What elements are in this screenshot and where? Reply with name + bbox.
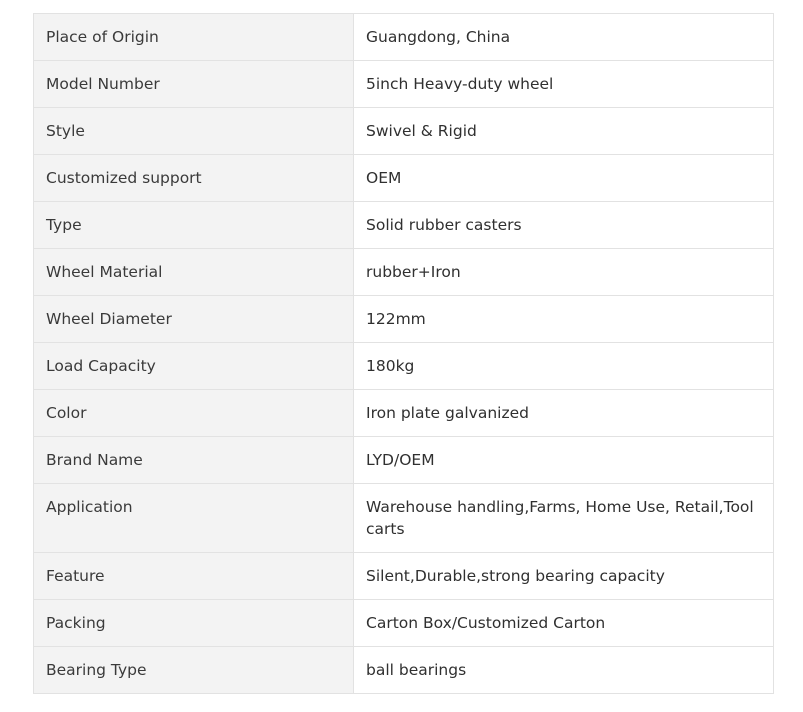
specifications-table [33,13,774,694]
spec-value: 5inch Heavy-duty wheel [354,61,774,108]
spec-label: Model Number [34,61,354,108]
spec-label: Type [34,202,354,249]
spec-value: rubber+Iron [354,249,774,296]
spec-value: Guangdong, China [354,14,774,61]
table-row [34,296,774,343]
table-row [34,155,774,202]
spec-label: Style [34,108,354,155]
spec-label: Wheel Material [34,249,354,296]
spec-value: Carton Box/Customized Carton [354,600,774,647]
table-row [34,600,774,647]
specifications-table-body [34,14,774,694]
spec-label: Customized support [34,155,354,202]
spec-value: 180kg [354,343,774,390]
table-row [34,249,774,296]
spec-value: LYD/OEM [354,437,774,484]
spec-label: Bearing Type [34,647,354,694]
table-row [34,484,774,553]
table-row [34,343,774,390]
spec-value: OEM [354,155,774,202]
spec-label: Feature [34,553,354,600]
table-row [34,390,774,437]
spec-value: Iron plate galvanized [354,390,774,437]
spec-value: Swivel & Rigid [354,108,774,155]
spec-label: Load Capacity [34,343,354,390]
table-row [34,108,774,155]
spec-value: ball bearings [354,647,774,694]
spec-value: Solid rubber casters [354,202,774,249]
spec-value: 122mm [354,296,774,343]
spec-label: Color [34,390,354,437]
spec-label: Packing [34,600,354,647]
spec-label: Wheel Diameter [34,296,354,343]
spec-label: Brand Name [34,437,354,484]
spec-value: Silent,Durable,strong bearing capacity [354,553,774,600]
table-row [34,647,774,694]
table-row [34,437,774,484]
spec-value: Warehouse handling,Farms, Home Use, Retail,Tool carts [354,484,774,553]
table-row [34,553,774,600]
table-row [34,61,774,108]
spec-label: Place of Origin [34,14,354,61]
table-row [34,202,774,249]
table-row [34,14,774,61]
spec-label: Application [34,484,354,553]
